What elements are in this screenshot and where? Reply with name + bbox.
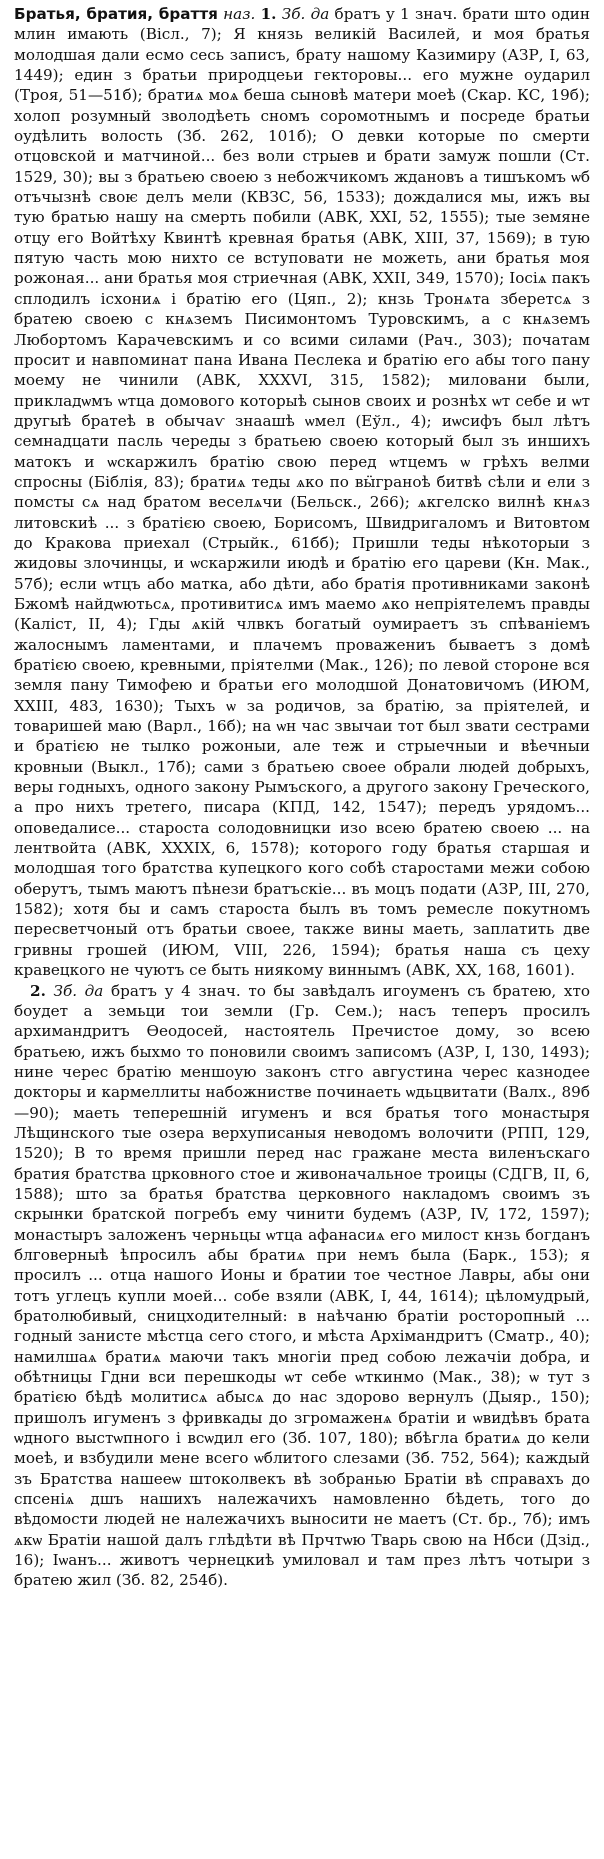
cross-reference-1: Зб. да (281, 5, 330, 23)
grammar-note: наз. (223, 5, 256, 23)
headword: Братья, братия, браття (14, 5, 218, 23)
dictionary-entry-sense-2 (14, 981, 590, 1591)
sense-number-2: 2. (30, 981, 46, 1000)
sense-number-1: 1. (260, 5, 277, 23)
sense-2-text: братъ у 4 знач. то бы завѣдалъ игоуменъ съ братею, хто боудет а земьци тои земли (Гр. Сем.); насъ теперъ просилъ архимандритъ Ѳеодосей, настоятель Пречистое дому, зо всею братьею, ижъ быхмо то поновили своимъ записомъ (АЗР, I, 130, 1493); нине черес братію меншоую законъ стго августина черес казнодее докторы и кармеллиты набожнистве починаеть ѡдьцвитати (Валх., 89б—90); маеть теперешній игуменъ и вся братья того монастыря Лѣщинского тые озера верхуписаныя неводомъ волочити (РПП, 129, 1520); В то время пришли перед нас гражане места виленъскаго братия братства црковного стое и живоначальное троицы (СДГВ, II, 6, 1588); што за братья братства церковного накладомъ своимъ зъ скрынки братской погребъ ему чинити будемъ (АЗР, IV, 172, 1597); монастыръ заложенъ черньцы ѡтца афанасиѧ его милост кнзь богданъ блговерныѣ ѣпросилъ абы братиѧ при немъ была (Барк., 153); я просилъ ... отца нашого Ионы и братии тое честное Лавры, абы они тотъ углецъ купли моей... собе взяли (АВК, I, 44, 1614); цѣломудрый, братолюбивый, сницходителный: в наѣчаню братіи росторопный ... годный занисте мѣстца сего стого, и мѣста Архімандритъ (Сматр., 40); намилшаѧ братиѧ маючи такъ многіи пред собою лежачіи добра, и обѣтницы Гдни вси перешкоды ѡт себе ѡткинмо (Мак., 38); ѡ тут з братією бѣдѣ молитисѧ абысѧ до нас здорово вернулъ (Дыяр., 150); пришолъ игуменъ з фривкады до згромаженѧ братіи и ѡвидѣвъ брата ѡдного выстѡпного і всѡдил его (Зб. 107, 180); вбѣгла братиѧ до кели моеѣ, и взбудили мене всего ѡблитого слезами (Зб. 752, 564); каждый зъ Братства нашееѡ штоколвекъ вѣ зобранью Братіи вѣ справахъ до спсеніѧ дшъ нашихъ належачихъ намовленно бѣдеть, того до вѣдомости людей не належачихъ выносити не маетъ (Ст. бр., 7б); имъ ѧкѡ Братіи нашой далъ глѣдѣти вѣ Прчтѡю Тварь свою на Нбси (Дзід., 16); Іѡанъ... животъ чернецкиѣ умиловал и там през лѣтъ чотыри з братею жил (Зб. 82, 254б). (14, 981, 590, 1590)
cross-reference-2: Зб. да (53, 981, 104, 1000)
sense-1-text: братъ у 1 знач. брати што один млин имають (Вісл., 7); Я князь великій Василей, и моя братья молодшая дали есмо сесь записъ, брату нашому Казимиру (АЗР, I, 63, 1449); един з братьи природцеьи гекторовы... его мужне оударил (Троя, 51—51б); братиѧ моѧ беша сыновѣ матери моеѣ (Скар. КС, 19б); холоп розумный зволодѣеть сномъ соромотнымъ и посреде братьи оудѣлить волость (Зб. 262, 101б); О девки которые по смерти отцовской и матчиной... без воли стрыев и брати замуж пошли (Ст. 1529, 30); вы з братьею своею з небожчикомъ ждановъ а тишъкомъ ѡб отъчызнѣ своѥ делъ мели (КВЗС, 56, 1533); дождалися мы, ижъ вы тую братью нашу на смерть побили (АВК, XXI, 52, 1555); тые земяне отцу его Войтѣху Квинтѣ кревная братья (АВК, XIII, 37, 1569); в тую пятую часть мою нихто се вступовати не можеть, ани братья моя рожоная... ани братья моя стриечная (АВК, XXII, 349, 1570); Іосіѧ пакъ сплодилъ ісхониѧ і братію его (Цяп., 2); кнзь Тронѧта зберетсѧ з братею своею с кнѧземъ Писимонтомъ Туровскимъ, а с кнѧземъ Любортомъ Карачевскимъ и со всими силами (Рач., 303); початам просит и навпоминат пана Ивана Песлека и братію его абы того пану моему не чинили (АВК, XXXVI, 315, 1582); миловани были, прикладѡмъ ѡтца домового которыѣ сынов своих и рознѣх ѡт себе и ѡт другыѣ братеѣ в обычаѵ знаашѣ ѡмел (Еўл., 4); иѡсифъ был лѣтъ семнадцати пасль череды з братьею своею который был зъ иншихъ матокъ и ѡскаржилъ братію свою перед ѡтцемъ ѡ грѣхъ велми спросны (Біблія, 83); братиѧ теды ѧко по вӹграноѣ битвѣ сѣли и ели з помсты сѧ над братом веселѧчи (Бельск., 266); ѧкгелско вилнѣ кнѧз литовскиѣ ... з братією своею, Борисомъ, Швидригаломъ и Витовтом до Кракова приехал (Стрыйк., 61бб); Пришли теды нѣкоторыи з жидовы злочинцы, и ѡскаржили июдѣ и братію его цареви (Кн. Мак., 57б); если ѡтцъ або матка, або дѣти, або братія противниками законѣ Бжомѣ найдѡютьсѧ, противитисѧ имъ маемо ѧко непріятелемъ правды (Каліст, II, 4); Гды ѧкій члвкъ богатый оумираетъ зъ спѣваніемъ жалоснымъ ламентами, и плачемъ проважениъ бываетъ з домѣ братією своею, кревными, пріятелми (Мак., 126); по левой стороне вся земля пану Тимофею и братьи его молодшой Донатовичомъ (ИЮМ, XXIII, 483, 1630); Тыхъ ѡ за родичов, за братію, за пріятелей, и товаришей маю (Варл., 16б); на ѡн час звычаи тот был звати сестрами и братією не тылко рожоныи, але теж и стрыечныи и вѣечныи кровныи (Выкл., 17б); сами з братьею своее обрали людей добрыхъ, веры годныхъ, одного закону Рымъского, а другого закону Греческого, а про нихъ третего, писара (КПД, 142, 1547); передъ урядомъ... оповедалисе... староста солодовницки изо всею братею своею ... на лентвойта (АВК, XXXIX, 6, 1578); которого году братья старшая и молодшая того братства купецкого кого собѣ старостами межи собою оберутъ, тымъ маютъ пѣнези братъскіе... въ моцъ подати (АЗР, III, 270, 1582); хотя бы и самъ староста былъ въ томъ ремесле покутномъ пересветчоный отъ братьи своее, также вины маеть, заплатить две гривны грошей (ИЮМ, VIII, 226, 1594); братья наша съ цеху кравецкого не чуютъ се быть ниякому виннымъ (АВК, XX, 168, 1601). (14, 5, 590, 980)
dictionary-entry-sense-1 (14, 4, 590, 981)
